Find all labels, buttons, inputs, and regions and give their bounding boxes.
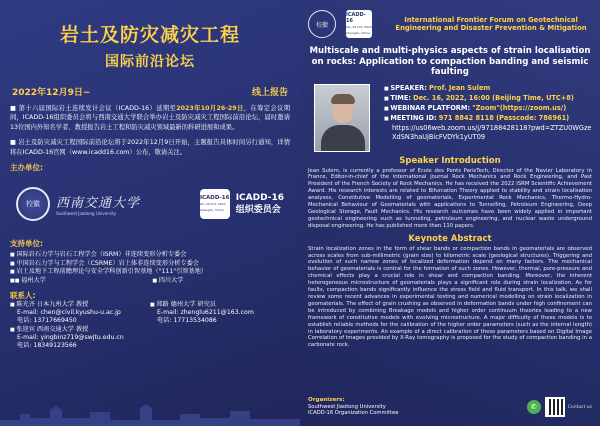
- forum-title: International Frontier Forum on Geotechnical Engineering and Disaster Prevention & Mitigation: [395, 15, 587, 32]
- contact-list: [10, 301, 290, 350]
- bullet-icon: ■: [10, 105, 19, 112]
- university-seal-icon: 校徽: [308, 10, 336, 38]
- university-seal-icon: 校徽: [16, 187, 50, 221]
- list-item: ■ 四川大学: [152, 277, 290, 286]
- schedule-paragraph: ■ 岩土及防灾减灾工程国际前沿论坛将于2022年12月9日开始，主题报告具体时间另行通知，详情将在ICADD-16官网（www.icadd16.com）公布，敬请关注。: [10, 139, 291, 156]
- postponed-date: 2023年10月26-29日: [176, 105, 244, 112]
- intro-paragraph: ■ 第十六届国际岩土连续发计会议（ICADD-16）延期至2023年10月26-29日，在筹定会议期间，ICADD-16组织委员会将与西南交通大学联合举办岩土及防灾减灾工程国际前沿论坛，届时邀请13位国内外知名学者、教授报告岩土工程和防灾减灾领域最新的科研进展和成果。: [10, 105, 290, 131]
- organizers-footer: [308, 392, 592, 422]
- webinar-platform[interactable]: "Zoom"(https://zoom.us/): [472, 103, 567, 112]
- speaker-intro-heading: Speaker Introduction: [399, 155, 501, 166]
- icadd-committee: [200, 189, 284, 219]
- forum-header: [308, 4, 592, 44]
- page-subtitle: 国际前沿论坛: [105, 54, 195, 70]
- event-date: 2022年12月9日~: [12, 88, 91, 98]
- committee-name: 组织委员会: [235, 205, 281, 216]
- icadd-logo-icon: ICADD-16 26~29 Oct, 2023 Chengdu, China: [200, 189, 230, 219]
- contact-email[interactable]: E-mail: zhenglu6211@163.com: [157, 309, 254, 317]
- date-row: [10, 85, 290, 98]
- english-panel: [300, 0, 600, 426]
- icadd-logo-icon: ICADD-16 26~29 Oct, 2023 Chengdu, China: [346, 10, 372, 38]
- contact-email[interactable]: E-mail: yingbinz719@swjtu.edu.cn: [17, 333, 124, 341]
- list-item: ■ 国际岩石力学与岩石工程学会（ISRM）非连续变形分析专委会: [10, 251, 290, 260]
- swjtu-english-name: Southwest Jiaotong University: [56, 211, 117, 217]
- contact-us-label: Contact us: [567, 404, 592, 410]
- organizer-item: ICADD-16 Organization Committee: [308, 410, 399, 417]
- contact-phone: 电话: 18349123566: [17, 342, 77, 350]
- speaker-name: Prof. Jean Sulem: [428, 83, 491, 92]
- list-item: ■ 岩土及地下工程前瞻理论与安全学科创新引智基地（"111"引智基地）: [10, 268, 290, 277]
- speaker-photo: [314, 84, 370, 152]
- contact-heading: 联系人:: [10, 291, 36, 301]
- support-heading: 支持单位:: [10, 239, 43, 249]
- skyline-decoration: [0, 402, 300, 426]
- list-item: ■ ■ 福州大学: [15, 277, 153, 286]
- contact-phone: 电话: 13717669450: [17, 317, 77, 325]
- swjtu-logo: [16, 187, 140, 221]
- abstract-text: Strain localization zones in the form of shear bands or compaction bands in geomaterials are observed across scales from sub-millimetric (grain size) to kilometric scale (geological structures). Triggering and evolution of such narrow zones of localized deformation depend on many factors. The mechanical behavior of geomaterials is central for the formation of such zones. However, thermal, pore-pressure and chemical effects play a crucial role in shear and compaction banding. Moreover, the inherent heterogeneous microstructure of geomaterials plays a significant role during strain localization. As for faults, compaction bands significantly influence the stress field and fluid transport. In this talk, we shall review some recent advances in experimental testing and numerical modelling on strain localization in geomaterials. The effect of grain crushing as observed in deformation bands under high confinement can be introduced by combining Breakage models and higher order continuum theories leading to a new framework of constitutive models with evolving microstructure. A major difficulty of these models is to establish reliable methods for the calibration of the higher order parameters (such as the internal length) in laboratory experiments. An example of a direct calibration of these parameters based on Digital Image Correlation of images provided by X-Ray tomography is proposed for the study of compaction banding in a carbonate rock.: [308, 245, 592, 349]
- list-item: ■ 中国岩石力学与工程学会（CSRME）岩土体非连续变形分析专委会: [10, 260, 290, 269]
- qr-code-icon[interactable]: [545, 397, 565, 417]
- swjtu-name: 西南交通大学: [56, 196, 141, 212]
- abstract-heading: Keynote Abstract: [408, 233, 492, 244]
- speaker-intro-text: Jean Sulem, is currently a professor of Ecole des Ponts ParisTech, Director of the Navier Laboratory in France, Editor-in-chief of the international journal Rock Mechanics and Rock Engineering, and Past President of the French Society of Rock Mechanics. He has received the 2022 ISRM Scientific Achievement Award. His research interests are related to Bifurcation Theory applied to stability and strain localisation analyses, Constitutive Modelling of geomaterials, Experimental Rock Mechanics, Thermo-Hydro-Mechanical Behaviour of Geomaterials with applications to Tunnelling, Petroleum Engineering, Deep Geological Storage, Fault Mechanics. His research outcomes have been widely applied in important geotechnical engineering such as tunneling, petroleum engineering, and nuclear waste underground disposal engineering. He has published more than 110 papers.: [308, 167, 592, 229]
- contact-name: ■ 陈光齐 日本九州大学 教授: [10, 301, 150, 309]
- wechat-icon: ✆: [527, 400, 541, 414]
- talk-title: Multiscale and multi-physics aspects of strain localisation on rocks: Application to compaction banding and seismic faulting: [309, 46, 591, 77]
- contact-email[interactable]: E-mail: chen@civil.kyushu-u.ac.jp: [17, 309, 121, 317]
- talk-time: Dec. 16, 2022, 16:00 (Beijing Time, UTC+8): [413, 93, 574, 102]
- organizer-item: Southwest Jiaotong University: [308, 403, 386, 410]
- event-mode: 线上报告: [251, 88, 288, 98]
- icadd-name: ICADD-16: [235, 193, 284, 204]
- meeting-id: 971 8842 8118 (Passcode: 786961): [438, 113, 570, 122]
- talk-info: ■ SPEAKER: Prof. Jean Sulem ■ TIME: Dec. 16, 2022, 16:00 (Beijing Time, UTC+8) ■ WEBINAR PLATFORM: "Zoom"(https://zoom.us/) ■ MEETING ID: 971 8842 8118 (Passcode: 786961) https://us06web.zoom.us/j/97188428118?pwd=ZTZU0WGzeXdSN3haUjBicFVDYk1yUT09: [384, 84, 592, 152]
- contact-name: ■ 郑路 德州大学 研究员: [150, 301, 290, 309]
- page-title: 岩土及防灾减灾工程: [59, 24, 240, 46]
- speaker-box: [308, 84, 592, 152]
- bullet-icon: ■: [10, 139, 19, 147]
- support-list: [10, 251, 290, 285]
- contact-phone: 电话: 17713534086: [157, 317, 217, 325]
- host-logos: [10, 175, 290, 233]
- host-heading: 主办单位:: [10, 163, 43, 173]
- meeting-link[interactable]: https://us06web.zoom.us/j/97188428118?pwd=ZTZU0WGzeXdSN3haUjBicFVDYk1yUT09: [392, 123, 592, 141]
- organizers-heading: Organizers:: [308, 397, 345, 404]
- contact-name: ■ 张迎宾 西南交通大学 教授: [10, 326, 150, 334]
